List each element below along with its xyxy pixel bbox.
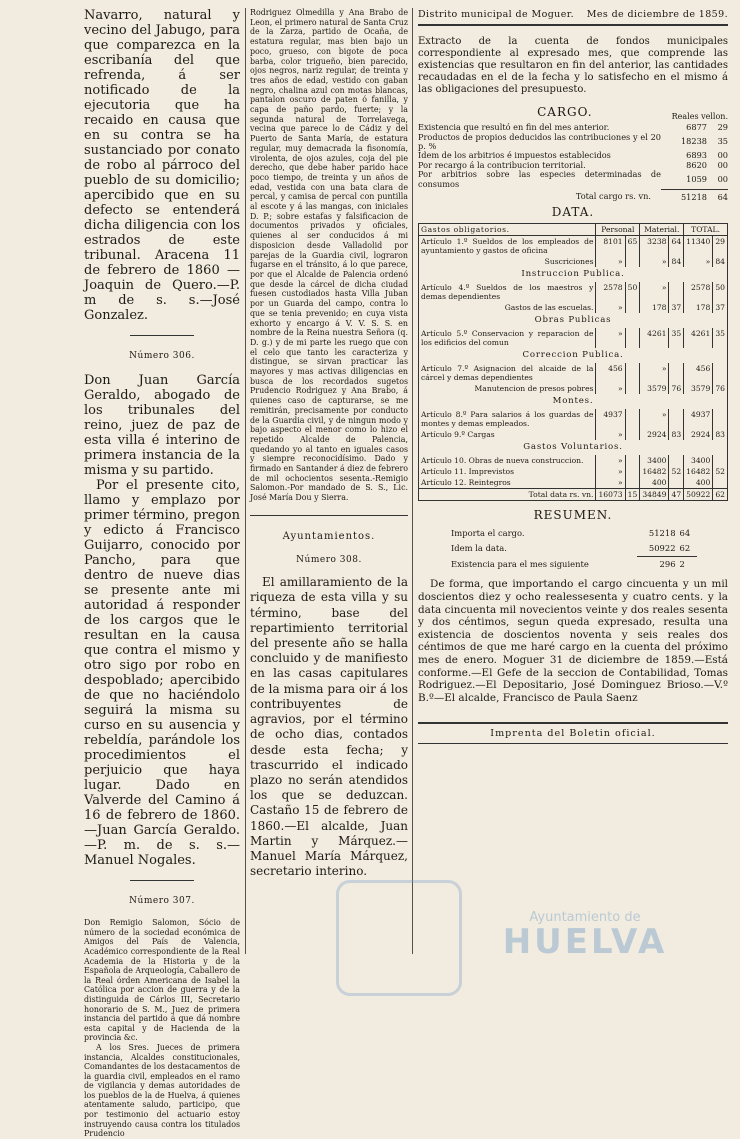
district-name: Distrito municipal de Moguer.: [418, 9, 575, 20]
col-total: TOTAL.: [684, 224, 728, 236]
resumen-row: Idem la data. 50922 62: [449, 541, 697, 557]
cargo-row: Productos de propios deducidos las contribuciones y el 20 p. % 18238 35: [418, 131, 728, 151]
notice-number-308: Número 308.: [296, 554, 362, 565]
resumen-row: Existencia para el mes siguiente 296 2: [451, 559, 685, 570]
cargo-row: Por arbitrios sobre las especies determinadas de consumos 1059 00: [418, 169, 728, 189]
notice-number-306: Número 306.: [129, 351, 195, 361]
resumen-title: RESUMEN.: [533, 508, 613, 523]
resumen-row: Importa el cargo. 51218 64: [451, 528, 691, 539]
table-row: Artículo 11. Imprevistos » 16482 52 16482 52: [419, 466, 728, 477]
notice-number-307: Número 307.: [129, 896, 195, 907]
notice-307-intro: Don Remigio Salomon, Sócio de número de la sociedad económica de Amigos del País de Valencia, Académico correspondiente de la Real Academia de la Historia y de la Española de Arqueología, Caballero de la Real órden Americana de Isabel la Católica por accion de guerra y de la distinguida de Cárlos III, Secretario honorario de S. M., Juez de primera instancia del partido á que dá nombre esta capital y de Hacienda de la provincia &c.: [84, 918, 240, 1043]
separator: [250, 515, 408, 516]
extracto-intro: Extracto de la cuenta de fondos municipales correspondiente al expresado mes, que comprende las existencias que resultaron en fin del anterior, las cantidades recaudadas en el de la fecha y lo satisfecho en el mismo á las obligaciones del presupuesto.: [418, 36, 728, 96]
column-rule: [412, 8, 413, 954]
section-row: Instruccion Publica.: [521, 269, 625, 280]
col-personal: Personal: [596, 224, 640, 236]
table-row: Artículo 12. Reintegros » 400 400: [419, 477, 728, 489]
section-row: Correccion Publica.: [522, 350, 624, 361]
data-total-row: Total data rs. vn. 16073 15 34849 47 50922 62: [419, 489, 728, 501]
cargo-row: Existencia que resultó en fin del mes anterior. 6877 29: [418, 122, 728, 133]
data-title: DATA.: [551, 204, 595, 219]
section-row: Gastos Voluntarios.: [523, 442, 623, 453]
table-row: Artículo 1.º Sueldos de los empleados de ayuntamiento y gastos de oficina 8101 65 3238 64 11340 29: [419, 236, 728, 257]
data-table: [418, 223, 728, 501]
table-row: Manutencion de presos pobres » 3579 76 3579 76: [419, 383, 728, 394]
section-row: Montes.: [552, 396, 594, 407]
column-3: [418, 8, 728, 744]
resumen-table: [449, 526, 697, 572]
separator: [130, 880, 194, 881]
reales-vellon-label: Reales vellon.: [671, 112, 728, 122]
notice-308-body: El amillaramiento de la riqueza de esta villa y su término, base del repartimiento territorial del presente año se halla concluido y de manifiesto en las casas capitulares de la misma para oir á los contribuyentes de agravios, por el término de ocho dias, contados desde esta fecha; y trascurrido el indicado plazo no serán atendidos los que se deduzcan. Castaño 15 de febrero de 1860.—El alcalde, Juan Martin y Márquez.—Manuel María Márquez, secretario interino.: [250, 575, 408, 879]
table-row: Suscriciones » » 84 » 84: [419, 256, 728, 267]
col-material: Material.: [640, 224, 684, 236]
imprenta-footer: Imprenta del Boletin oficial.: [418, 722, 728, 744]
watermark-line1: Ayuntamiento de: [529, 910, 641, 925]
separator: [130, 335, 194, 336]
section-row: Obras Publicas: [534, 315, 612, 326]
table-row: Artículo 4.º Sueldos de los maestros y demas dependientes 2578 50 » 2578 50: [419, 282, 728, 302]
table-row: Artículo 8.º Para salarios á los guardas de montes y demas empleados. 4937 » 4937: [419, 409, 728, 429]
table-row: Artículo 5.º Conservacion y reparacion de los edificios del comun » 4261 35 4261 35: [419, 328, 728, 348]
table-row: Artículo 7.º Asignacion del alcaide de la cárcel y demas dependientes 456 » 456: [419, 363, 728, 383]
column-1: [84, 8, 240, 1139]
watermark-line2: HUELVA: [502, 922, 668, 962]
resumen-text: De forma, que importando el cargo cincuenta y un mil doscientos diez y ocho realessesenta y cuatro cents. y la data cincuenta mil novecientos veinte y dos reales sesenta y dos céntimos, segun queda expresado, resulta una existencia de doscientos noventa y seis reales dos céntimos de que me haré cargo en la cuenta del próximo mes de enero. Moguer 31 de diciembre de 1859.—Está conforme.—El Gefe de la seccion de Contabilidad, Tomas Rodriguez.—El Depositario, José Dominguez Brioso.—V.º B.º—El alcalde, Francisco de Paula Saenz: [418, 578, 728, 704]
district-header: [418, 8, 728, 26]
watermark: [440, 910, 730, 962]
cargo-title: CARGO.: [537, 105, 593, 120]
cargo-table: [418, 123, 728, 202]
column-rule: [245, 8, 246, 954]
column-2: [250, 8, 408, 879]
cargo-row: Por recargo á la contribucion territorial. 8620 00: [418, 159, 728, 170]
cargo-total-row: Total cargo rs. vn. 51218 64: [418, 189, 728, 202]
report-month: Mes de diciembre de 1859.: [586, 9, 728, 20]
edict-continuation: Navarro, natural y vecino del Jabugo, para que comparezca en la escribanía del que refrenda, á ser notificado de la ejecutoria que ha recaido en causa que en su contra se ha sustanciado por conato de robo al párroco del pueblo de su domicilio; apercibido que en su defecto se entenderá dicha diligencia con los estrados de este tribunal. Aracena 11 de febrero de 1860 —Joaquin de Quero.—P. m de s. s.—José Gonzalez.: [84, 8, 240, 323]
table-row: Artículo 10. Obras de nueva construccion. » 3400 3400: [419, 455, 728, 466]
notice-306-intro: Don Juan García Geraldo, abogado de los tribunales del reino, juez de paz de esta villa é interino de primera instancia de la misma y su partido.: [84, 373, 240, 479]
cargo-row: Idem de los arbitrios é impuestos establecidos 6893 00: [418, 150, 728, 161]
table-row: Gastos de las escuelas. » 178 37 178 37: [419, 302, 728, 313]
notice-307-continuation: Rodriguez Olmedilla y Ana Brabo de Leon, el primero natural de Santa Cruz de la Zarza, partido de Ocaña, de estatura regular, mas bien bajo un poco, grueso, con bigote de poca barba, color trigueño, bien parecido, ojos negros, nariz regular, de treinta y tres años de edad, vestido con gaban negro, chalina azul con motas blancas, pantalon oscuro de paten ó fanilla, y capa de paño pardo, fuerte; y la segunda natural de Torrelavega, vecina que parece lo de Cádiz y del Puerto de Santa María, de estatura regular, muy demacrada la fisonomía, virolenta, de ojos azules, coja del pie derecho, que debe haber parido hace poco tiempo, de treinta y un años de edad, vestida con una bata clara de percal, y camisa de percal con puntilla al escote y á las mangas, con iniciales D. P.; sobre estafas y falsificacion de documentos privados y oficiales, quienes al ser conducidos á mi disposicion desde Valladolid por parejas de la Guardia civil, lograron fugarse en el tránsito, á lo que parece, por que el Alcalde de Palencia ordenó que desde la cárcel de dicha ciudad fuesen custodiados hasta Villa Juban por un Guarda del campo, contra lo que se tenia prevenido; en cuya vista exhorto y encargo á V. V. S. S. en nombre de la Reina nuestra Señora (q. D. g.) y de mi parte les ruego que con el celo que tanto les caracteriza y distingue, se sirvan practicar las mayores y mas activas diligencias en busca de los recordados sugetos Prudencio Rodriguez y Ana Brabo, á quienes caso de capturarse, se me remitirán, precisamente por conducto de la Guardia civil, y de ningun modo y bajo aspecto el menor como lo hizo el repetido Alcalde de Palencia, quedando yo al tanto en iguales casos y siempre reconocidísimo. Dado y firmado en Santander á diez de febrero de mil ochocientos sesenta.-Remigio Salomon.-Por mandado de S. S., Lic. José María Dou y Sierra.: [250, 8, 408, 503]
notice-306-body: Por el presente cito, llamo y emplazo por primer término, pregon y edicto á Francisco Guijarro, conocido por Pancho, para que dentro de nueve dias se presente ante mi autoridad á responder de los cargos que le resultan en la causa que contra el mismo y otro sigo por robo en despoblado; apercibido de que no haciéndolo seguirá la misma su curso en su ausencia y rebeldía, parándole los procedimientos el perjuicio que haya lugar. Dado en Valverde del Camino á 16 de febrero de 1860.—Juan García Geraldo.—P. m. de s. s.—Manuel Nogales.: [84, 478, 240, 869]
section-ayuntamientos: Ayuntamientos.: [282, 530, 376, 542]
notice-307-body: A los Sres. Jueces de primera instancia, Alcaldes constitucionales, Comandantes de los destacamentos de la guardia civil, empleados en el ramo de vigilancia y demas autoridades de los pueblos de la de Huelva, á quienes atentamente saludo, participo, que por testimonio del actuario estoy instruyendo causa contra los titulados Prudencio: [84, 1042, 240, 1139]
table-row: Artículo 9.º Cargas » 2924 83 2924 83: [419, 429, 728, 440]
col-gastos: Gastos obligatorios.: [419, 224, 596, 236]
